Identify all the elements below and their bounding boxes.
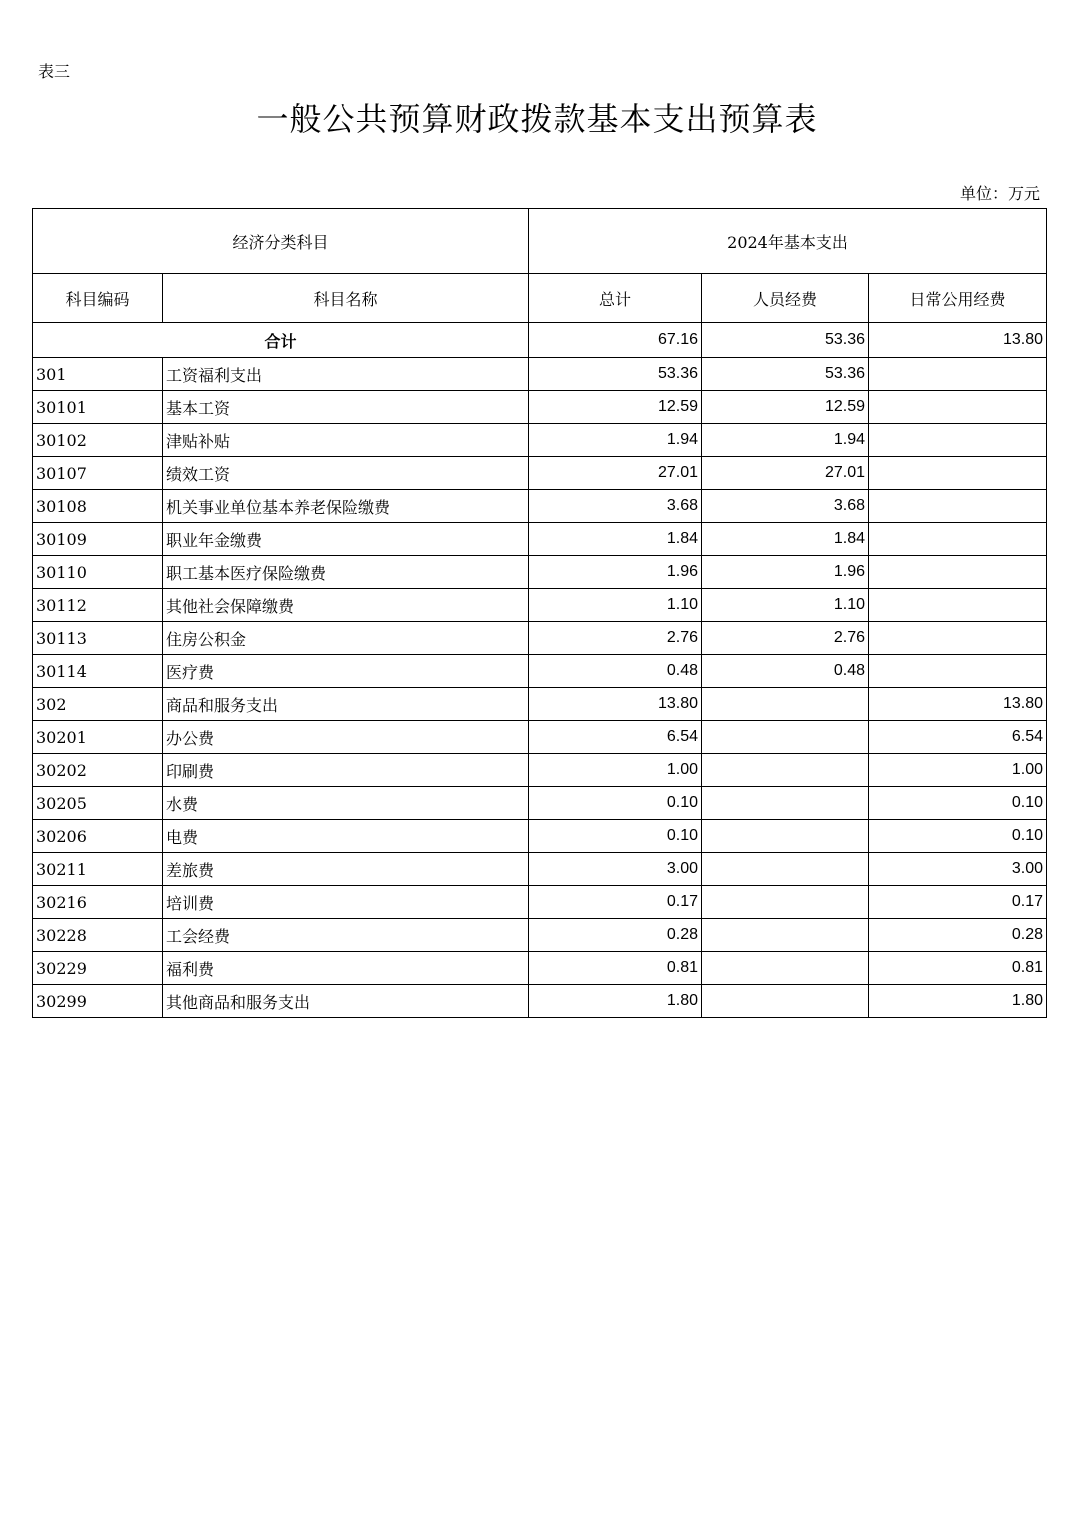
- row-code: 30201: [33, 721, 163, 754]
- table-row: [33, 688, 1047, 721]
- table-row: [33, 985, 1047, 1018]
- row-public: 0.17: [869, 886, 1047, 919]
- row-public: [869, 589, 1047, 622]
- table-row: [33, 754, 1047, 787]
- row-code: 30211: [33, 853, 163, 886]
- table-row: [33, 523, 1047, 556]
- row-total: 0.81: [529, 952, 702, 985]
- row-public: [869, 622, 1047, 655]
- row-public: [869, 490, 1047, 523]
- row-personnel: [702, 754, 869, 787]
- row-personnel: 27.01: [702, 457, 869, 490]
- row-name: 津贴补贴: [163, 424, 529, 457]
- row-total: 0.28: [529, 919, 702, 952]
- row-total: 0.10: [529, 787, 702, 820]
- row-public: [869, 523, 1047, 556]
- row-total: 1.80: [529, 985, 702, 1018]
- row-name: 职业年金缴费: [163, 523, 529, 556]
- row-personnel: [702, 886, 869, 919]
- table-row: [33, 787, 1047, 820]
- row-code: 30299: [33, 985, 163, 1018]
- row-total: 0.17: [529, 886, 702, 919]
- row-public: [869, 424, 1047, 457]
- row-personnel: [702, 952, 869, 985]
- row-code: 30107: [33, 457, 163, 490]
- row-total: 1.84: [529, 523, 702, 556]
- total-row: [33, 323, 1047, 358]
- row-total: 1.94: [529, 424, 702, 457]
- row-public: 0.81: [869, 952, 1047, 985]
- row-code: 301: [33, 358, 163, 391]
- row-total: 1.96: [529, 556, 702, 589]
- table-label: 表三: [38, 62, 71, 81]
- row-personnel: 3.68: [702, 490, 869, 523]
- row-public: 1.80: [869, 985, 1047, 1018]
- row-total: 27.01: [529, 457, 702, 490]
- row-name: 工会经费: [163, 919, 529, 952]
- row-name: 绩效工资: [163, 457, 529, 490]
- table-row: [33, 556, 1047, 589]
- row-code: 30229: [33, 952, 163, 985]
- row-name: 职工基本医疗保险缴费: [163, 556, 529, 589]
- row-personnel: [702, 787, 869, 820]
- header-public: 日常公用经费: [869, 274, 1047, 323]
- header-total: 总计: [529, 274, 702, 323]
- header-name: 科目名称: [163, 274, 529, 323]
- row-name: 商品和服务支出: [163, 688, 529, 721]
- row-name: 其他社会保障缴费: [163, 589, 529, 622]
- budget-table: [32, 208, 1047, 1018]
- row-name: 工资福利支出: [163, 358, 529, 391]
- total-total: 67.16: [529, 323, 702, 358]
- row-personnel: 53.36: [702, 358, 869, 391]
- row-personnel: 1.94: [702, 424, 869, 457]
- row-code: 302: [33, 688, 163, 721]
- row-total: 6.54: [529, 721, 702, 754]
- row-code: 30108: [33, 490, 163, 523]
- row-code: 30228: [33, 919, 163, 952]
- unit-label: 单位：万元: [959, 184, 1040, 203]
- row-personnel: [702, 688, 869, 721]
- row-code: 30202: [33, 754, 163, 787]
- row-public: 13.80: [869, 688, 1047, 721]
- header-row-columns: [33, 274, 1047, 323]
- table-row: [33, 721, 1047, 754]
- row-name: 基本工资: [163, 391, 529, 424]
- table-row: [33, 589, 1047, 622]
- row-personnel: 1.10: [702, 589, 869, 622]
- row-name: 其他商品和服务支出: [163, 985, 529, 1018]
- row-code: 30101: [33, 391, 163, 424]
- row-total: 2.76: [529, 622, 702, 655]
- header-code: 科目编码: [33, 274, 163, 323]
- row-name: 电费: [163, 820, 529, 853]
- row-name: 差旅费: [163, 853, 529, 886]
- row-name: 住房公积金: [163, 622, 529, 655]
- row-public: 0.28: [869, 919, 1047, 952]
- row-public: [869, 457, 1047, 490]
- row-personnel: 12.59: [702, 391, 869, 424]
- page-title: 一般公共预算财政拨款基本支出预算表: [256, 100, 818, 138]
- row-name: 福利费: [163, 952, 529, 985]
- row-code: 30112: [33, 589, 163, 622]
- row-name: 办公费: [163, 721, 529, 754]
- table-row: [33, 391, 1047, 424]
- total-public: 13.80: [869, 323, 1047, 358]
- row-total: 3.68: [529, 490, 702, 523]
- row-personnel: [702, 853, 869, 886]
- row-personnel: [702, 820, 869, 853]
- row-personnel: 1.84: [702, 523, 869, 556]
- row-public: 1.00: [869, 754, 1047, 787]
- table-row: [33, 490, 1047, 523]
- row-total: 0.48: [529, 655, 702, 688]
- row-code: 30205: [33, 787, 163, 820]
- row-public: 6.54: [869, 721, 1047, 754]
- row-code: 30114: [33, 655, 163, 688]
- row-personnel: 2.76: [702, 622, 869, 655]
- row-name: 水费: [163, 787, 529, 820]
- row-name: 机关事业单位基本养老保险缴费: [163, 490, 529, 523]
- table-row: [33, 622, 1047, 655]
- row-public: [869, 655, 1047, 688]
- row-name: 培训费: [163, 886, 529, 919]
- row-public: 0.10: [869, 787, 1047, 820]
- table-row: [33, 655, 1047, 688]
- row-public: [869, 358, 1047, 391]
- row-code: 30102: [33, 424, 163, 457]
- table-row: [33, 820, 1047, 853]
- row-total: 13.80: [529, 688, 702, 721]
- row-total: 0.10: [529, 820, 702, 853]
- row-total: 53.36: [529, 358, 702, 391]
- row-public: 3.00: [869, 853, 1047, 886]
- table-row: [33, 853, 1047, 886]
- header-2024-basic-expenditure: 2024年基本支出: [529, 209, 1047, 274]
- row-total: 1.10: [529, 589, 702, 622]
- row-personnel: [702, 919, 869, 952]
- row-code: 30109: [33, 523, 163, 556]
- row-total: 1.00: [529, 754, 702, 787]
- table-row: [33, 424, 1047, 457]
- table-row: [33, 886, 1047, 919]
- row-public: 0.10: [869, 820, 1047, 853]
- table-row: [33, 358, 1047, 391]
- row-code: 30206: [33, 820, 163, 853]
- row-personnel: 1.96: [702, 556, 869, 589]
- table-row: [33, 919, 1047, 952]
- row-name: 医疗费: [163, 655, 529, 688]
- row-code: 30110: [33, 556, 163, 589]
- total-personnel: 53.36: [702, 323, 869, 358]
- header-personnel: 人员经费: [702, 274, 869, 323]
- table-row: [33, 457, 1047, 490]
- row-public: [869, 556, 1047, 589]
- row-total: 12.59: [529, 391, 702, 424]
- row-personnel: 0.48: [702, 655, 869, 688]
- row-personnel: [702, 721, 869, 754]
- header-economic-classification: 经济分类科目: [33, 209, 529, 274]
- table-row: [33, 952, 1047, 985]
- row-code: 30113: [33, 622, 163, 655]
- total-label: 合计: [33, 323, 529, 358]
- row-code: 30216: [33, 886, 163, 919]
- row-name: 印刷费: [163, 754, 529, 787]
- row-public: [869, 391, 1047, 424]
- row-personnel: [702, 985, 869, 1018]
- header-row-group: [33, 209, 1047, 274]
- row-total: 3.00: [529, 853, 702, 886]
